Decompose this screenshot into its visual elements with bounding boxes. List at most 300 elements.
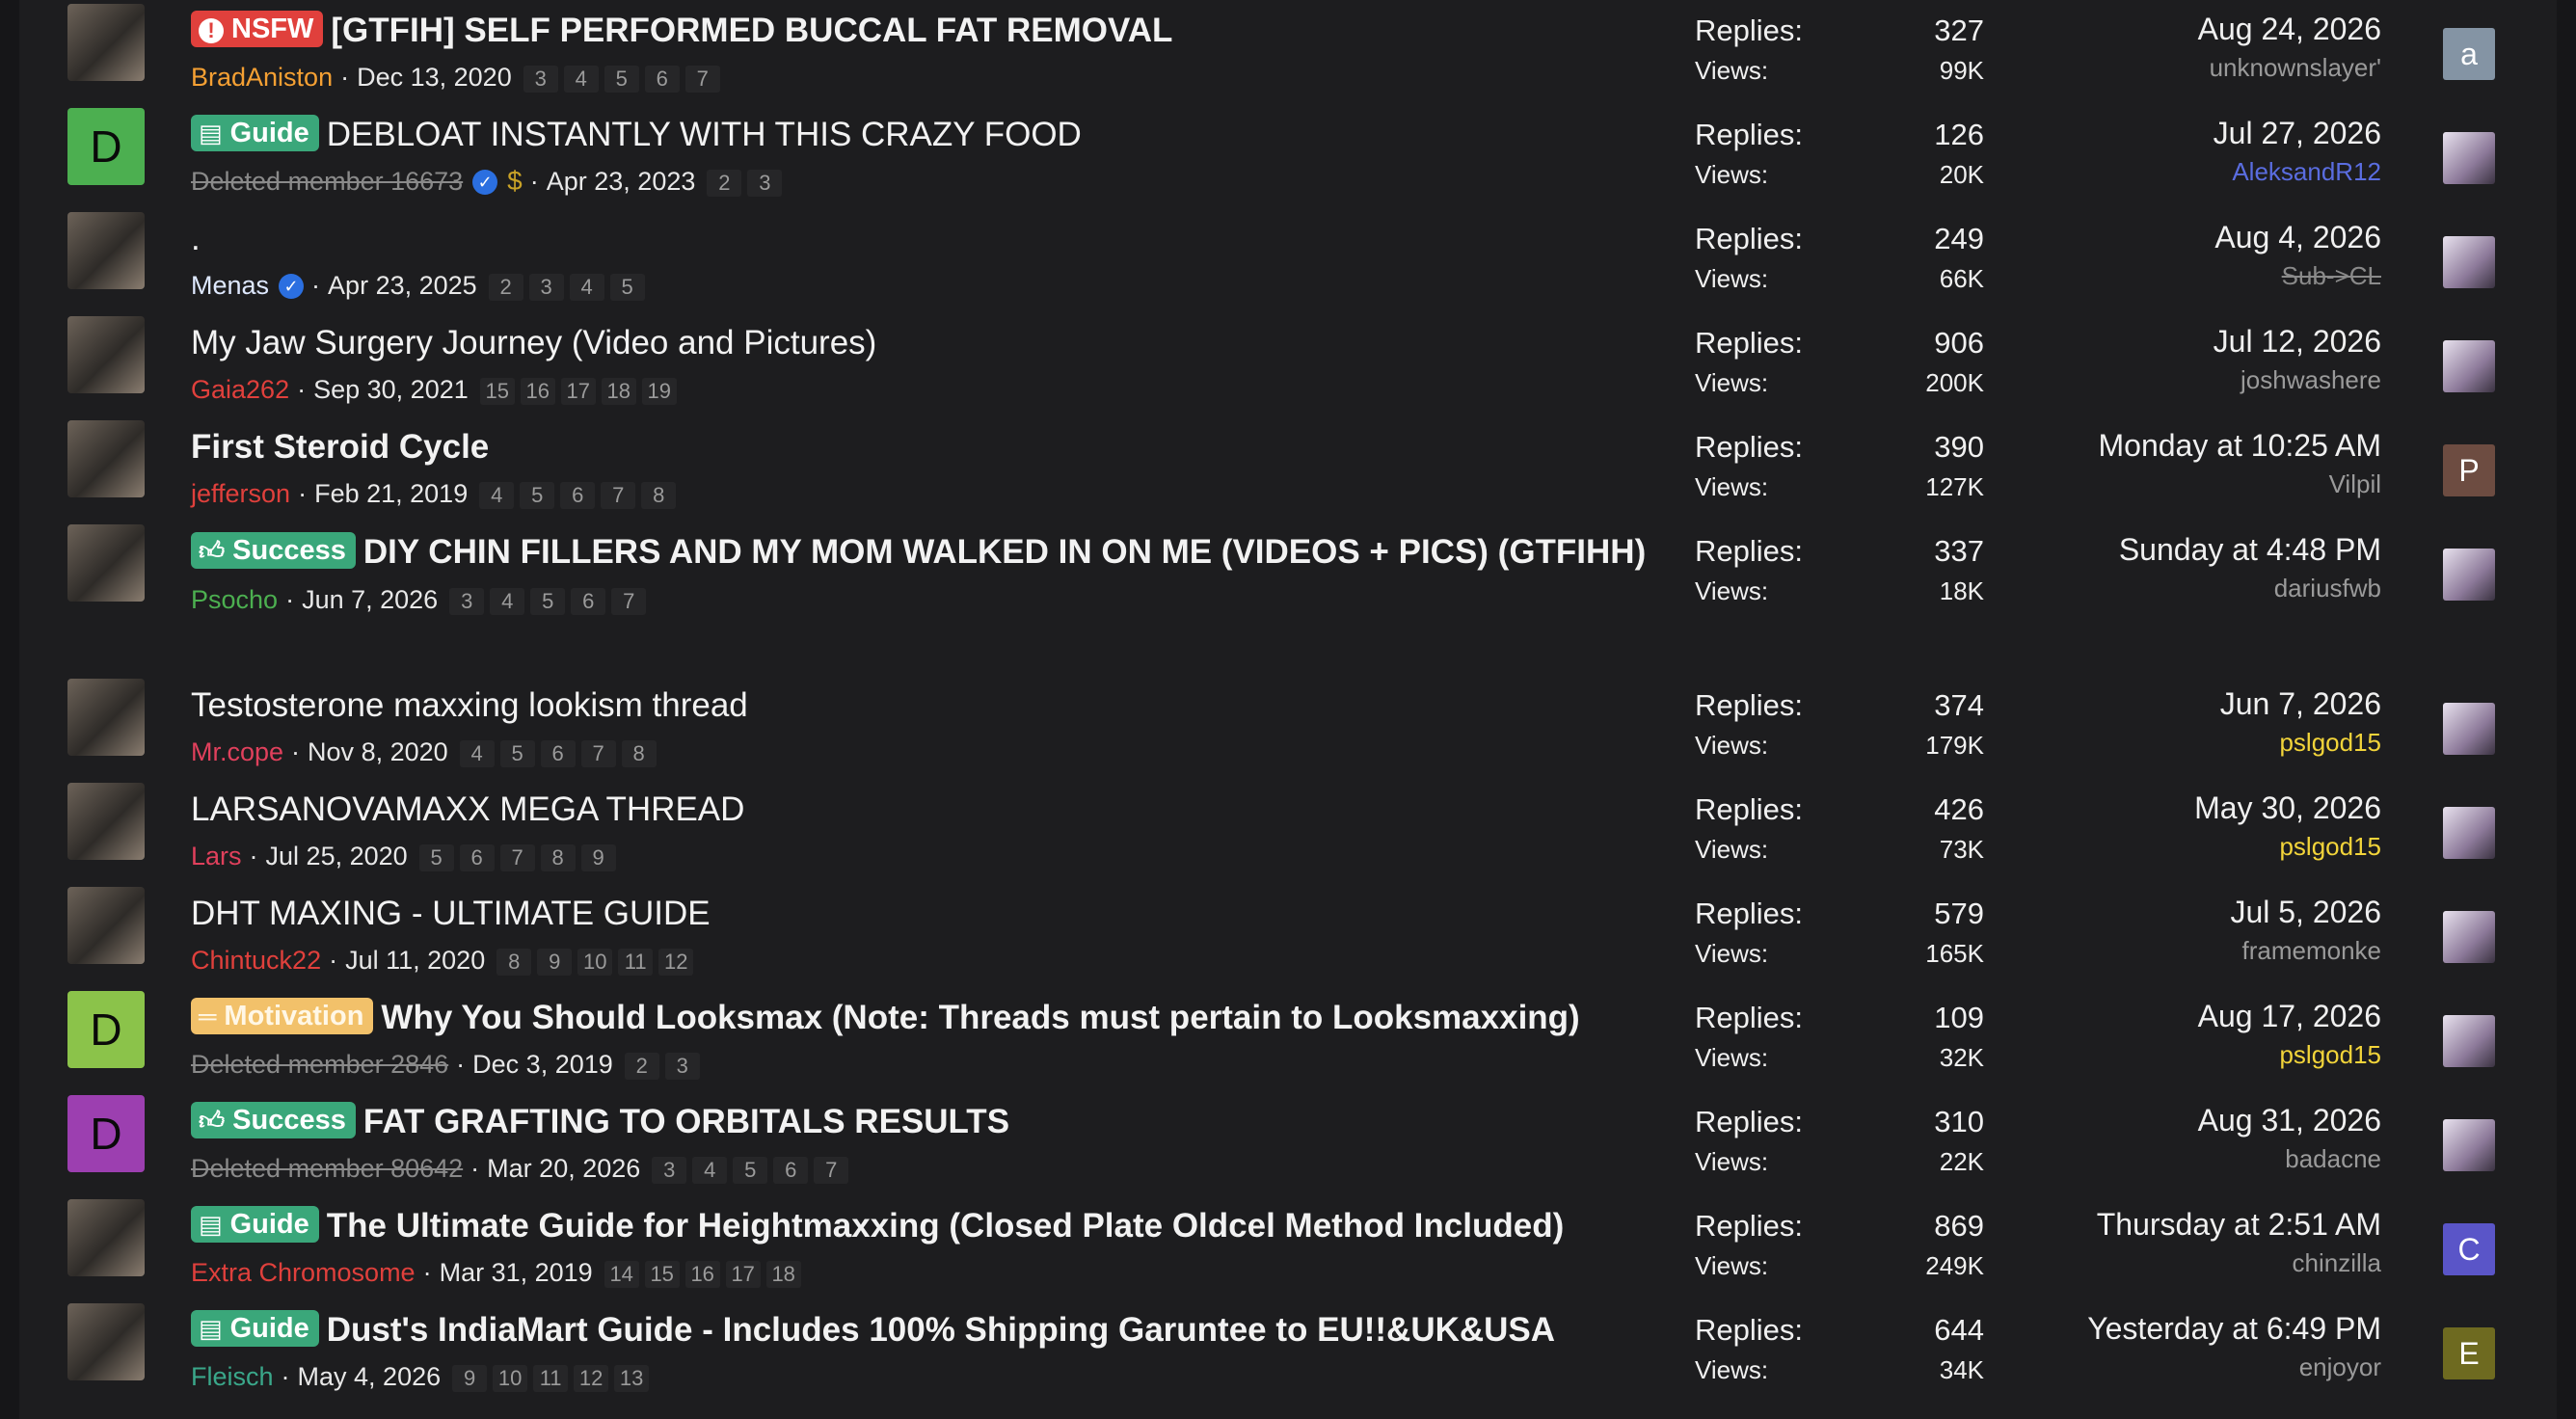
thread-title-line: [191, 787, 1656, 833]
meta-separator: ·: [297, 375, 307, 404]
last-post: [1803, 1207, 2381, 1278]
thread-page-jump: [489, 271, 651, 300]
page-link[interactable]: 18: [766, 1261, 801, 1288]
meta-separator: ·: [249, 842, 258, 870]
page-link[interactable]: 14: [604, 1261, 639, 1288]
thread-meta: [191, 268, 1656, 303]
author-avatar[interactable]: [67, 1303, 145, 1380]
thread-prefix-label[interactable]: [191, 11, 323, 47]
page-link[interactable]: 4: [460, 740, 495, 767]
verified-check-icon: ✓: [279, 274, 304, 299]
last-post-user[interactable]: dariusfwb: [2273, 574, 2381, 602]
thread-title-line: [191, 1203, 1656, 1249]
views-label: Views:: [1695, 160, 1769, 189]
page-link[interactable]: 7: [814, 1157, 848, 1184]
thread-start-date[interactable]: Mar 20, 2026: [487, 1154, 641, 1183]
author-avatar[interactable]: D: [67, 1095, 145, 1172]
meta-separator: ·: [422, 1258, 432, 1287]
verified-check-icon: ✓: [472, 170, 497, 195]
thread-start-date[interactable]: Nov 8, 2020: [308, 737, 448, 766]
page-link[interactable]: 19: [642, 378, 677, 405]
page-link[interactable]: 6: [571, 588, 605, 615]
thread-page-jump: [452, 1362, 655, 1391]
page-link[interactable]: 3: [747, 170, 782, 197]
meta-separator: ·: [456, 1050, 466, 1079]
page-link[interactable]: 15: [645, 1261, 680, 1288]
last-post-avatar[interactable]: [2443, 132, 2495, 184]
replies-count: 126: [1934, 118, 1984, 151]
thread-title-link[interactable]: My Jaw Surgery Journey (Video and Pictures): [191, 324, 877, 361]
page-link[interactable]: 9: [581, 844, 616, 871]
views-count: 73K: [1939, 835, 1984, 864]
thread-main: [191, 8, 1656, 94]
thread-row: [19, 0, 2557, 104]
thread-meta: [191, 372, 1656, 407]
replies-count: 327: [1934, 13, 1984, 47]
author-avatar[interactable]: [67, 316, 145, 393]
page-link[interactable]: 4: [479, 482, 514, 509]
page-link[interactable]: 18: [602, 378, 636, 405]
last-post: [1803, 532, 2381, 603]
page-link[interactable]: 6: [541, 740, 576, 767]
thread-title-line: [191, 995, 1656, 1041]
author-avatar[interactable]: [67, 679, 145, 756]
replies-count: 390: [1934, 430, 1984, 464]
author-avatar[interactable]: [67, 887, 145, 964]
page-link[interactable]: 7: [500, 844, 535, 871]
thread-meta: [191, 60, 1656, 94]
replies-label: Replies:: [1695, 222, 1803, 255]
replies-count: 644: [1934, 1313, 1984, 1347]
thread-author-link[interactable]: Chintuck22: [191, 946, 322, 975]
thread-row: [19, 675, 2557, 779]
thread-title-link[interactable]: FAT GRAFTING TO ORBITALS RESULTS: [362, 1103, 1010, 1140]
last-post-avatar[interactable]: [2443, 1119, 2495, 1171]
thread-start-date[interactable]: May 4, 2026: [297, 1362, 442, 1391]
page-link[interactable]: 13: [614, 1365, 649, 1392]
thread-author-link[interactable]: Deleted member 16673: [191, 167, 464, 196]
replies-count: 426: [1934, 792, 1984, 826]
prefix-text: Guide: [229, 1313, 309, 1344]
meta-separator: ·: [291, 737, 301, 766]
last-post-avatar[interactable]: [2443, 236, 2495, 288]
prefix-text: Success: [232, 1105, 346, 1136]
replies-count: 869: [1934, 1209, 1984, 1243]
views-label: Views:: [1695, 1355, 1769, 1384]
page-link[interactable]: 7: [611, 588, 646, 615]
last-post-avatar[interactable]: [2443, 703, 2495, 755]
thread-row: [19, 987, 2557, 1091]
last-post-avatar[interactable]: [2443, 911, 2495, 963]
views-label: Views:: [1695, 835, 1769, 864]
last-post-avatar[interactable]: [2443, 807, 2495, 859]
thread-page-jump: [496, 946, 699, 975]
last-post-avatar[interactable]: [2443, 340, 2495, 392]
meta-separator: ·: [285, 585, 295, 614]
page-link[interactable]: 5: [419, 844, 454, 871]
page-link[interactable]: 5: [530, 588, 565, 615]
prefix-text: Motivation: [224, 1001, 364, 1031]
prefix-text: Guide: [229, 118, 309, 148]
last-post-user[interactable]: Sub->CL: [2281, 261, 2381, 290]
thread-title-line: [191, 683, 1656, 729]
thread-prefix-label[interactable]: [191, 1310, 319, 1347]
last-post-date[interactable]: Aug 17, 2026: [2197, 999, 2381, 1033]
thread-title-link[interactable]: [GTFIH] SELF PERFORMED BUCCAL FAT REMOVAL: [331, 12, 1173, 49]
page-link[interactable]: 2: [489, 274, 523, 301]
thread-title-link[interactable]: DHT MAXING - ULTIMATE GUIDE: [191, 895, 711, 932]
views-label: Views:: [1695, 1043, 1769, 1072]
thread-meta: [191, 943, 1656, 977]
last-post: [1803, 116, 2381, 187]
last-post-date[interactable]: Aug 24, 2026: [2197, 12, 2381, 46]
thread-author-link[interactable]: Menas: [191, 271, 270, 300]
last-post: [1803, 1311, 2381, 1382]
prefix-text: Success: [232, 535, 346, 566]
thread-meta: [191, 1255, 1656, 1290]
views-count: 249K: [1925, 1251, 1984, 1280]
views-count: 18K: [1939, 576, 1984, 605]
page-link[interactable]: 10: [493, 1365, 527, 1392]
last-post: [1803, 999, 2381, 1070]
thread-meta: [191, 582, 1656, 617]
thread-meta: [191, 476, 1656, 511]
page-link[interactable]: 7: [581, 740, 616, 767]
replies-label: Replies:: [1695, 688, 1803, 722]
thread-title-link[interactable]: DIY CHIN FILLERS AND MY MOM WALKED IN ON ME (VIDEOS + PICS) (GTFIHH): [362, 533, 1647, 571]
thread-title-line: [191, 1099, 1656, 1145]
page-link[interactable]: 12: [574, 1365, 608, 1392]
page-link[interactable]: 2: [707, 170, 741, 197]
last-post-user[interactable]: pslgod15: [2279, 1040, 2381, 1069]
last-post-avatar[interactable]: [2443, 549, 2495, 601]
author-avatar[interactable]: [67, 420, 145, 497]
thread-row: [19, 521, 2557, 675]
page-link[interactable]: 16: [521, 378, 555, 405]
views-label: Views:: [1695, 1251, 1769, 1280]
last-post-date[interactable]: May 30, 2026: [2194, 790, 2381, 825]
last-post-date[interactable]: Jun 7, 2026: [2219, 686, 2381, 721]
thread-row: [19, 312, 2557, 416]
thread-main: [191, 1099, 1656, 1186]
thread-prefix-label[interactable]: [191, 998, 373, 1034]
views-label: Views:: [1695, 472, 1769, 501]
page-link[interactable]: 8: [541, 844, 576, 871]
page-link[interactable]: 10: [577, 949, 612, 976]
replies-label: Replies:: [1695, 1105, 1803, 1138]
meta-separator: ·: [298, 479, 308, 508]
thread-author-link[interactable]: Gaia262: [191, 375, 290, 404]
thread-title-link[interactable]: Why You Should Looksmax (Note: Threads must pertain to Looksmaxxing): [381, 999, 1580, 1036]
thread-page-jump: [419, 842, 622, 870]
thread-start-date[interactable]: Dec 13, 2020: [357, 63, 512, 92]
replies-label: Replies:: [1695, 897, 1803, 930]
last-post-user[interactable]: framemonke: [2241, 936, 2381, 965]
views-label: Views:: [1695, 576, 1769, 605]
last-post-user[interactable]: pslgod15: [2279, 728, 2381, 757]
thread-main: [191, 320, 1656, 407]
thread-page-jump: [460, 737, 662, 766]
page-link[interactable]: 9: [537, 949, 572, 976]
last-post-user[interactable]: badacne: [2285, 1144, 2381, 1173]
last-post: [1803, 1103, 2381, 1174]
page-link[interactable]: 11: [533, 1365, 568, 1392]
author-avatar[interactable]: [67, 1199, 145, 1276]
page-link[interactable]: 4: [490, 588, 524, 615]
thread-start-date[interactable]: Apr 23, 2023: [546, 167, 696, 196]
views-count: 179K: [1925, 731, 1984, 760]
page-link[interactable]: 12: [658, 949, 693, 976]
replies-count: 337: [1934, 534, 1984, 568]
thread-main: [191, 424, 1656, 511]
last-post-user[interactable]: unknownslayer': [2209, 53, 2381, 82]
last-post-avatar[interactable]: [2443, 1015, 2495, 1067]
views-label: Views:: [1695, 264, 1769, 293]
thread-author-link[interactable]: Lars: [191, 842, 242, 870]
thread-prefix-label[interactable]: [191, 1102, 356, 1138]
page-link[interactable]: 4: [570, 274, 604, 301]
last-post-date[interactable]: Aug 31, 2026: [2197, 1103, 2381, 1138]
replies-count: 310: [1934, 1105, 1984, 1138]
last-post-user[interactable]: Vilpil: [2328, 469, 2381, 498]
meta-separator: ·: [329, 946, 338, 975]
page-link[interactable]: 6: [460, 844, 495, 871]
thread-start-date[interactable]: Dec 3, 2019: [472, 1050, 613, 1079]
thread-meta: [191, 1151, 1656, 1186]
thread-row: [19, 883, 2557, 987]
thread-title-link[interactable]: Dust's IndiaMart Guide - Includes 100% Shipping Garuntee to EU!!&UK&USA: [326, 1311, 1556, 1349]
dumbbell-icon: ═: [199, 1002, 217, 1031]
replies-label: Replies:: [1695, 326, 1803, 360]
page-link[interactable]: 5: [604, 66, 639, 93]
author-avatar[interactable]: [67, 524, 145, 602]
last-post-date[interactable]: Aug 4, 2026: [2214, 220, 2381, 254]
page-link[interactable]: 3: [529, 274, 564, 301]
replies-count: 249: [1934, 222, 1984, 255]
page-link[interactable]: 8: [622, 740, 657, 767]
page-link[interactable]: 2: [625, 1053, 659, 1080]
page-link[interactable]: 17: [726, 1261, 761, 1288]
thread-start-date[interactable]: Mar 31, 2019: [439, 1258, 593, 1287]
thread-title-link[interactable]: The Ultimate Guide for Heightmaxxing (Closed Plate Oldcel Method Included): [326, 1207, 1565, 1245]
last-post-user[interactable]: pslgod15: [2279, 832, 2381, 861]
views-label: Views:: [1695, 1147, 1769, 1176]
thread-start-date[interactable]: Jul 11, 2020: [345, 946, 486, 975]
author-avatar[interactable]: D: [67, 991, 145, 1068]
thread-author-link[interactable]: Mr.cope: [191, 737, 284, 766]
views-count: 34K: [1939, 1355, 1984, 1384]
replies-label: Replies:: [1695, 430, 1803, 464]
thread-title-line: [191, 1307, 1656, 1353]
replies-count: 579: [1934, 897, 1984, 930]
thread-main: [191, 891, 1656, 977]
thread-start-date[interactable]: Sep 30, 2021: [313, 375, 469, 404]
thread-title-line: [191, 216, 1656, 262]
thread-title-line: [191, 891, 1656, 937]
replies-label: Replies:: [1695, 792, 1803, 826]
page-link[interactable]: 5: [610, 274, 645, 301]
document-icon: ▤: [199, 119, 223, 147]
page-link[interactable]: 8: [641, 482, 676, 509]
thread-author-link[interactable]: Extra Chromosome: [191, 1258, 416, 1287]
thread-prefix-label[interactable]: [191, 115, 319, 151]
thread-author-link[interactable]: Deleted member 80642: [191, 1154, 464, 1183]
page-link[interactable]: 8: [496, 949, 531, 976]
thread-row: [19, 1299, 2557, 1404]
views-count: 22K: [1939, 1147, 1984, 1176]
page-link[interactable]: 11: [618, 949, 653, 976]
replies-label: Replies:: [1695, 1313, 1803, 1347]
thread-start-date[interactable]: Jul 25, 2020: [265, 842, 408, 870]
prefix-text: Guide: [229, 1209, 309, 1240]
thread-start-date[interactable]: Feb 21, 2019: [314, 479, 469, 508]
views-count: 127K: [1925, 472, 1984, 501]
page-link[interactable]: 15: [480, 378, 515, 405]
replies-label: Replies:: [1695, 534, 1803, 568]
thread-meta: [191, 735, 1656, 769]
thread-main: [191, 112, 1656, 199]
last-post-user[interactable]: enjoyor: [2298, 1352, 2381, 1381]
page-link[interactable]: 3: [652, 1157, 686, 1184]
last-post-date[interactable]: Thursday at 2:51 AM: [2096, 1207, 2381, 1242]
page-link[interactable]: 9: [452, 1365, 487, 1392]
thread-title-link[interactable]: First Steroid Cycle: [191, 428, 490, 466]
thread-page-jump: [480, 375, 683, 404]
thread-row: [19, 104, 2557, 208]
thread-author-link[interactable]: BradAniston: [191, 63, 334, 92]
thread-meta: [191, 839, 1656, 873]
thread-start-date[interactable]: Apr 23, 2025: [328, 271, 477, 300]
page-link[interactable]: 17: [561, 378, 596, 405]
thread-page-jump: [523, 63, 726, 92]
thread-start-date[interactable]: Jun 7, 2026: [302, 585, 439, 614]
last-post-avatar[interactable]: P: [2443, 444, 2495, 496]
last-post-date[interactable]: Jul 12, 2026: [2213, 324, 2381, 359]
thread-meta: [191, 1047, 1656, 1082]
replies-label: Replies:: [1695, 1001, 1803, 1034]
last-post-date[interactable]: Monday at 10:25 AM: [2098, 428, 2381, 463]
replies-label: Replies:: [1695, 13, 1803, 47]
page-link[interactable]: 3: [523, 66, 558, 93]
author-avatar[interactable]: [67, 783, 145, 860]
thread-title-link[interactable]: Testosterone maxxing lookism thread: [191, 686, 748, 724]
views-label: Views:: [1695, 368, 1769, 397]
thread-title-link[interactable]: .: [191, 220, 201, 257]
thread-page-jump: [707, 167, 788, 196]
last-post: [1803, 220, 2381, 291]
thread-row: [19, 1195, 2557, 1299]
last-post-date[interactable]: Yesterday at 6:49 PM: [2087, 1311, 2381, 1346]
thread-row: [19, 1091, 2557, 1195]
last-post-avatar[interactable]: C: [2443, 1223, 2495, 1275]
page-link[interactable]: 5: [733, 1157, 767, 1184]
page-link[interactable]: 4: [564, 66, 599, 93]
meta-separator: ·: [281, 1362, 290, 1391]
thread-main: [191, 995, 1656, 1082]
thread-prefix-label[interactable]: [191, 532, 356, 569]
thread-row: [19, 416, 2557, 521]
last-post-date[interactable]: Sunday at 4:48 PM: [2118, 532, 2381, 567]
page-link[interactable]: 6: [645, 66, 680, 93]
replies-label: Replies:: [1695, 1209, 1803, 1243]
thread-title-line: [191, 112, 1656, 158]
views-count: 66K: [1939, 264, 1984, 293]
last-post-date[interactable]: Jul 27, 2026: [2213, 116, 2381, 150]
last-post: [1803, 428, 2381, 499]
thread-author-link[interactable]: Fleisch: [191, 1362, 274, 1391]
page-link[interactable]: 4: [692, 1157, 727, 1184]
author-avatar[interactable]: D: [67, 108, 145, 185]
page-link[interactable]: 5: [520, 482, 554, 509]
page-link[interactable]: 5: [500, 740, 535, 767]
thread-page-jump: [625, 1050, 706, 1079]
thumbs-up-icon: 👍︎: [199, 536, 226, 565]
thread-title-link[interactable]: LARSANOVAMAXX MEGA THREAD: [191, 790, 745, 828]
last-post: [1803, 686, 2381, 758]
page-link[interactable]: 3: [665, 1053, 700, 1080]
thread-title-line: [191, 8, 1656, 54]
thread-main: [191, 216, 1656, 303]
page-link[interactable]: 7: [685, 66, 720, 93]
last-post-avatar[interactable]: a: [2443, 28, 2495, 80]
exclamation-circle-icon: !: [199, 18, 224, 43]
document-icon: ▤: [199, 1314, 223, 1343]
thread-page-jump: [652, 1154, 854, 1183]
page-link[interactable]: 3: [449, 588, 484, 615]
last-post-user[interactable]: joshwashere: [2241, 365, 2381, 394]
thread-author-link[interactable]: Psocho: [191, 585, 279, 614]
thread-prefix-label[interactable]: [191, 1206, 319, 1243]
replies-count: 906: [1934, 326, 1984, 360]
thread-author-link[interactable]: Deleted member 2846: [191, 1050, 449, 1079]
views-label: Views:: [1695, 731, 1769, 760]
page-link[interactable]: 16: [685, 1261, 720, 1288]
meta-separator: ·: [340, 63, 350, 92]
meta-separator: ·: [529, 167, 539, 196]
thread-main: [191, 683, 1656, 769]
meta-separator: ·: [311, 271, 321, 300]
page-link[interactable]: 7: [601, 482, 635, 509]
views-count: 99K: [1939, 56, 1984, 85]
last-post-user[interactable]: chinzilla: [2292, 1248, 2381, 1277]
replies-count: 374: [1934, 688, 1984, 722]
author-avatar[interactable]: [67, 212, 145, 289]
page-link[interactable]: 6: [773, 1157, 808, 1184]
thread-title-link[interactable]: DEBLOAT INSTANTLY WITH THIS CRAZY FOOD: [326, 116, 1082, 153]
thread-main: [191, 1307, 1656, 1394]
last-post-user[interactable]: AleksandR12: [2232, 157, 2381, 186]
last-post: [1803, 790, 2381, 862]
thread-row: [19, 208, 2557, 312]
thread-author-link[interactable]: jefferson: [191, 479, 291, 508]
last-post: [1803, 12, 2381, 83]
last-post: [1803, 324, 2381, 395]
thread-page-jump: [449, 585, 652, 614]
last-post: [1803, 895, 2381, 966]
thread-list: [19, 0, 2557, 1419]
thread-page-jump: [479, 479, 682, 508]
thread-meta: [191, 164, 1656, 199]
thread-meta: [191, 1359, 1656, 1394]
thread-main: [191, 787, 1656, 873]
views-count: 165K: [1925, 939, 1984, 968]
document-icon: ▤: [199, 1210, 223, 1239]
last-post-avatar[interactable]: E: [2443, 1327, 2495, 1379]
last-post-date[interactable]: Jul 5, 2026: [2230, 895, 2381, 929]
author-avatar[interactable]: [67, 4, 145, 81]
page-link[interactable]: 6: [560, 482, 595, 509]
views-count: 20K: [1939, 160, 1984, 189]
